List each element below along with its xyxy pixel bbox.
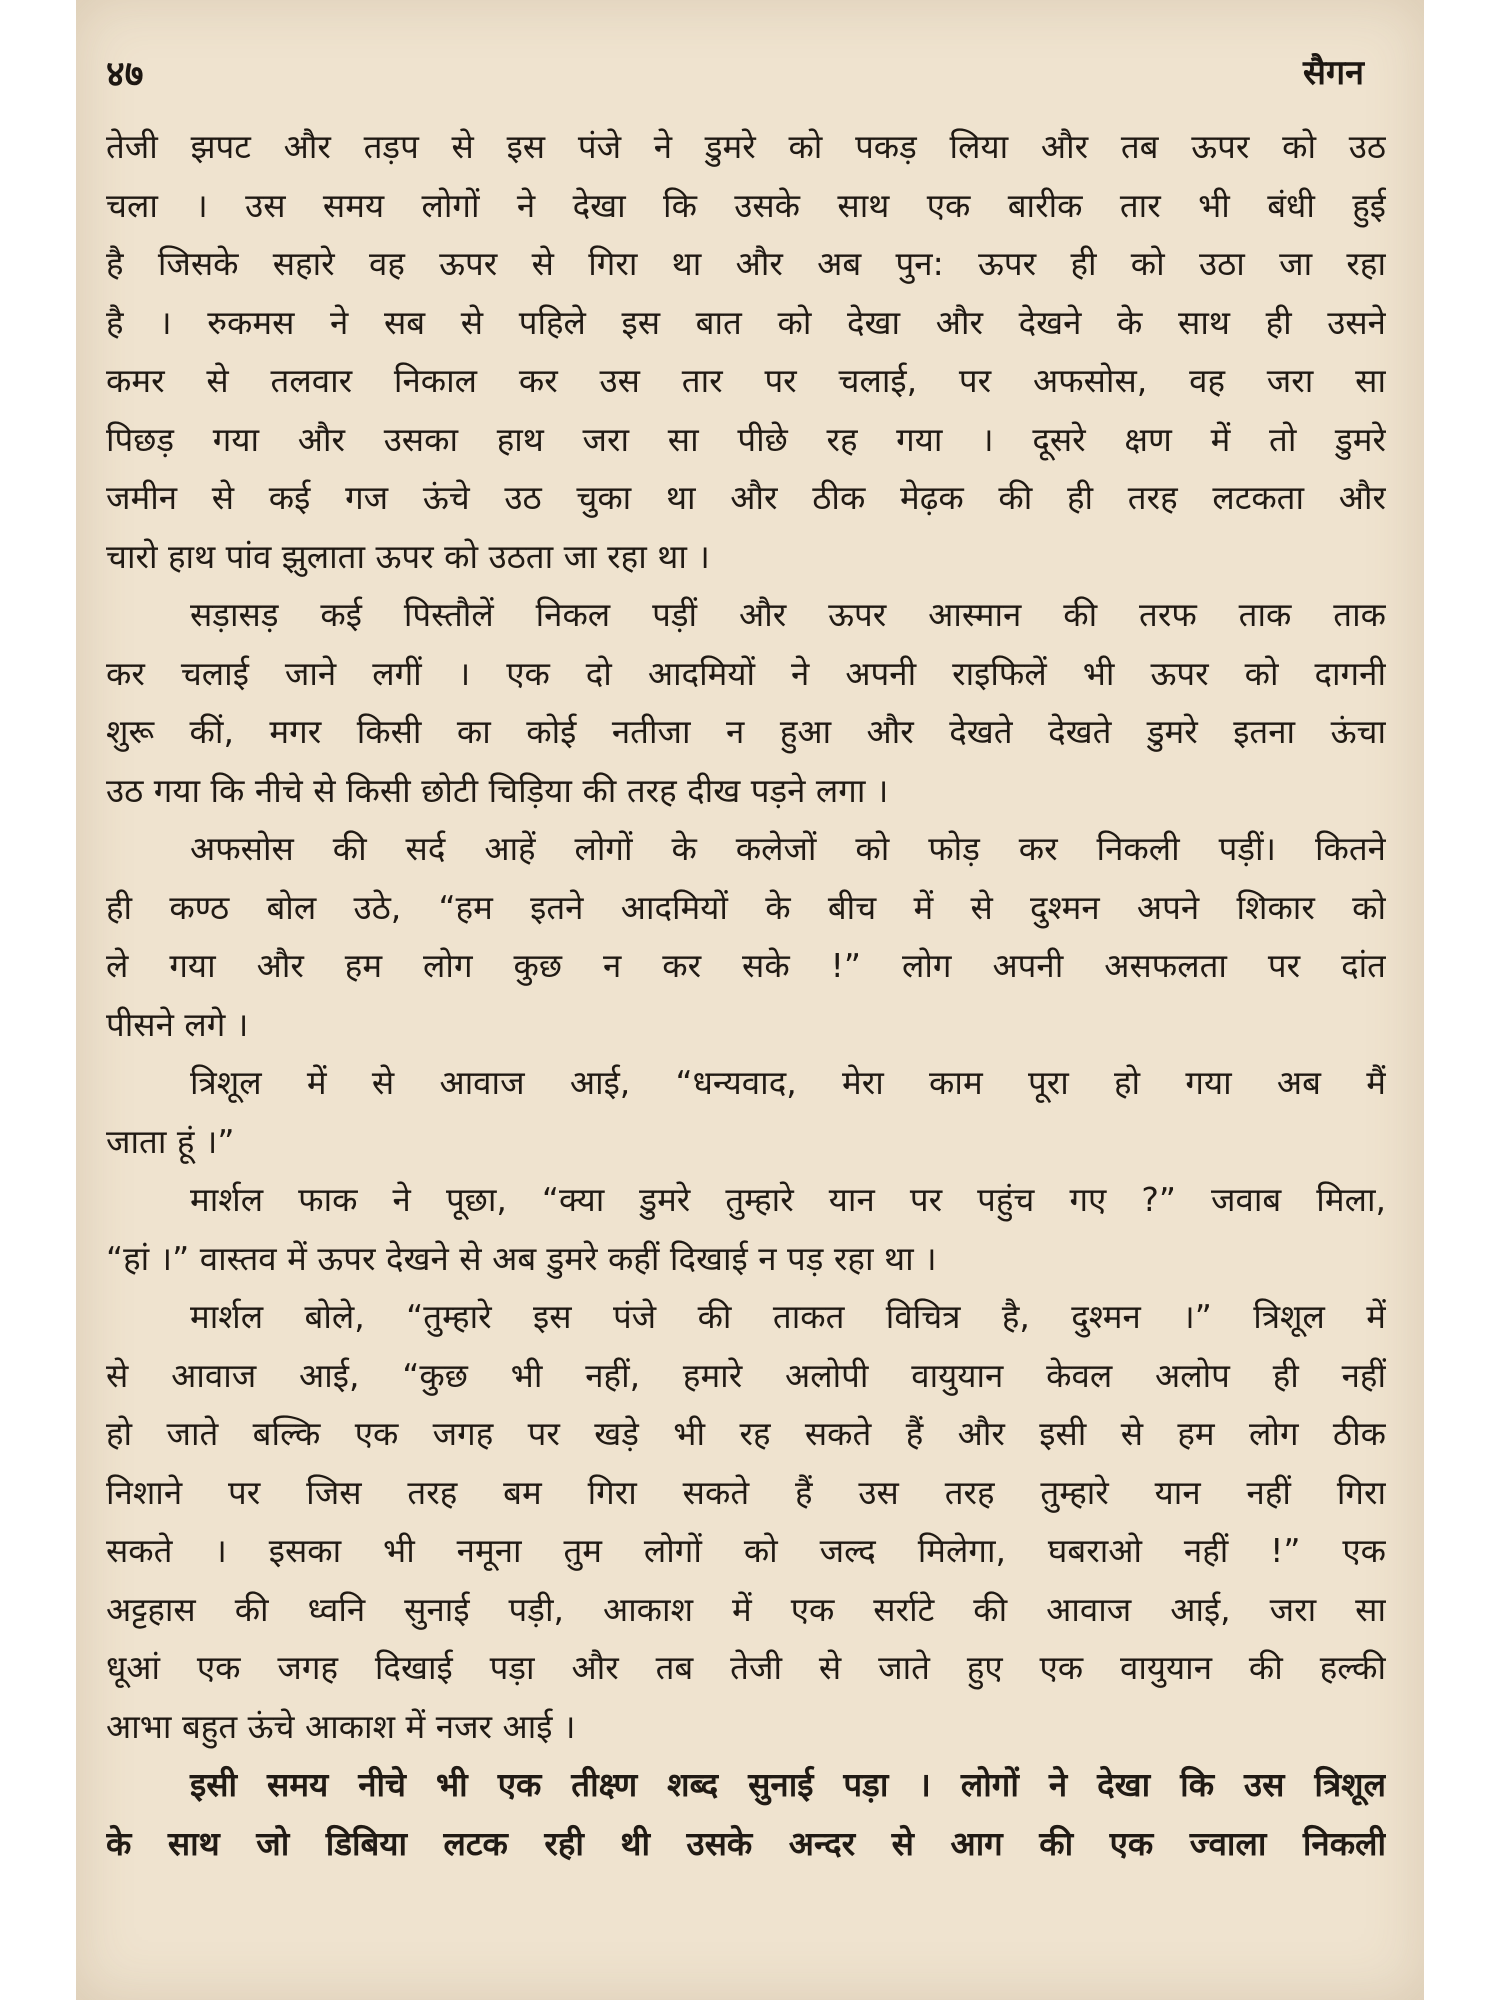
text-line: पिछड़ गया और उसका हाथ जरा सा पीछे रह गया । दूसरे क्षण में तो डुमरे [106,419,1386,459]
text-line: कर चलाई जाने लगीं । एक दो आदमियों ने अपनी राइफिलें भी ऊपर को दागनी [106,653,1386,693]
text-line: जमीन से कई गज ऊंचे उठ चुका था और ठीक मेढ़क की ही तरह लटकता और [106,478,1386,517]
page-header [106,48,1364,98]
text-line: त्रिशूल में से आवाज आई, “धन्यवाद, मेरा काम पूरा हो गया अब मैं [190,1063,1386,1102]
text-line: उठ गया कि नीचे से किसी छोटी चिड़िया की तरह दीख पड़ने लगा । [106,770,889,810]
text-line: ले गया और हम लोग कुछ न कर सके !” लोग अपनी असफलता पर दांत [106,946,1386,985]
text-line: कमर से तलवार निकाल कर उस तार पर चलाई, पर अफसोस, वह जरा सा [106,361,1386,400]
text-line: सड़ासड़ कई पिस्तौलें निकल पड़ीं और ऊपर आस्मान की तरफ ताक ताक [190,595,1386,634]
text-line: आभा बहुत ऊंचे आकाश में नजर आई । [106,1706,576,1746]
text-line: मार्शल बोले, “तुम्हारे इस पंजे की ताकत विचित्र है, दुश्मन ।” त्रिशूल में [190,1297,1386,1336]
book-page [76,0,1424,2000]
text-line: पीसने लगे । [106,1004,249,1044]
text-line: इसी समय नीचे भी एक तीक्ष्ण शब्द सुनाई पड़ा । लोगों ने देखा कि उस त्रिशूल [190,1765,1386,1804]
text-line: जाता हूं ।” [106,1121,235,1161]
text-line: शुरू कीं, मगर किसी का कोई नतीजा न हुआ और देखते देखते डुमरे इतना ऊंचा [106,712,1386,751]
text-line: के साथ जो डिबिया लटक रही थी उसके अन्दर से आग की एक ज्वाला निकली [106,1823,1386,1863]
body-text [106,118,1386,1873]
page-number: ४७ [106,53,144,95]
text-line: हो जाते बल्कि एक जगह पर खड़े भी रह सकते हैं और इसी से हम लोग ठीक [106,1414,1386,1453]
text-line: धूआं एक जगह दिखाई पड़ा और तब तेजी से जाते हुए एक वायुयान की हल्की [106,1648,1386,1687]
text-line: “हां ।” वास्तव में ऊपर देखने से अब डुमरे कहीं दिखाई न पड़ रहा था । [106,1238,937,1278]
text-line: अफसोस की सर्द आहें लोगों के कलेजों को फोड़ कर निकली पड़ीं। कितने [190,829,1386,868]
text-line: अट्टहास की ध्वनि सुनाई पड़ी, आकाश में एक सर्राटे की आवाज आई, जरा सा [106,1589,1386,1629]
running-title: सैगन [1303,53,1364,93]
text-line: है । रुकमस ने सब से पहिले इस बात को देखा और देखने के साथ ही उसने [106,302,1386,342]
text-line: चारो हाथ पांव झुलाता ऊपर को उठता जा रहा था । [106,536,710,576]
text-line: मार्शल फाक ने पूछा, “क्या डुमरे तुम्हारे यान पर पहुंच गए ?” जवाब मिला, [190,1180,1386,1219]
text-line: चला । उस समय लोगों ने देखा कि उसके साथ एक बारीक तार भी बंधी हुई [106,185,1386,225]
text-line: निशाने पर जिस तरह बम गिरा सकते हैं उस तरह तुम्हारे यान नहीं गिरा [106,1472,1386,1512]
text-line: है जिसके सहारे वह ऊपर से गिरा था और अब पुन: ऊपर ही को उठा जा रहा [106,244,1386,283]
text-line: से आवाज आई, “कुछ भी नहीं, हमारे अलोपी वायुयान केवल अलोप ही नहीं [106,1355,1386,1395]
text-line: सकते । इसका भी नमूना तुम लोगों को जल्द मिलेगा, घबराओ नहीं !” एक [106,1531,1386,1570]
text-line: ही कण्ठ बोल उठे, “हम इतने आदमियों के बीच में से दुश्मन अपने शिकार को [106,887,1386,927]
text-line: तेजी झपट और तड़प से इस पंजे ने डुमरे को पकड़ लिया और तब ऊपर को उठ [106,127,1386,166]
